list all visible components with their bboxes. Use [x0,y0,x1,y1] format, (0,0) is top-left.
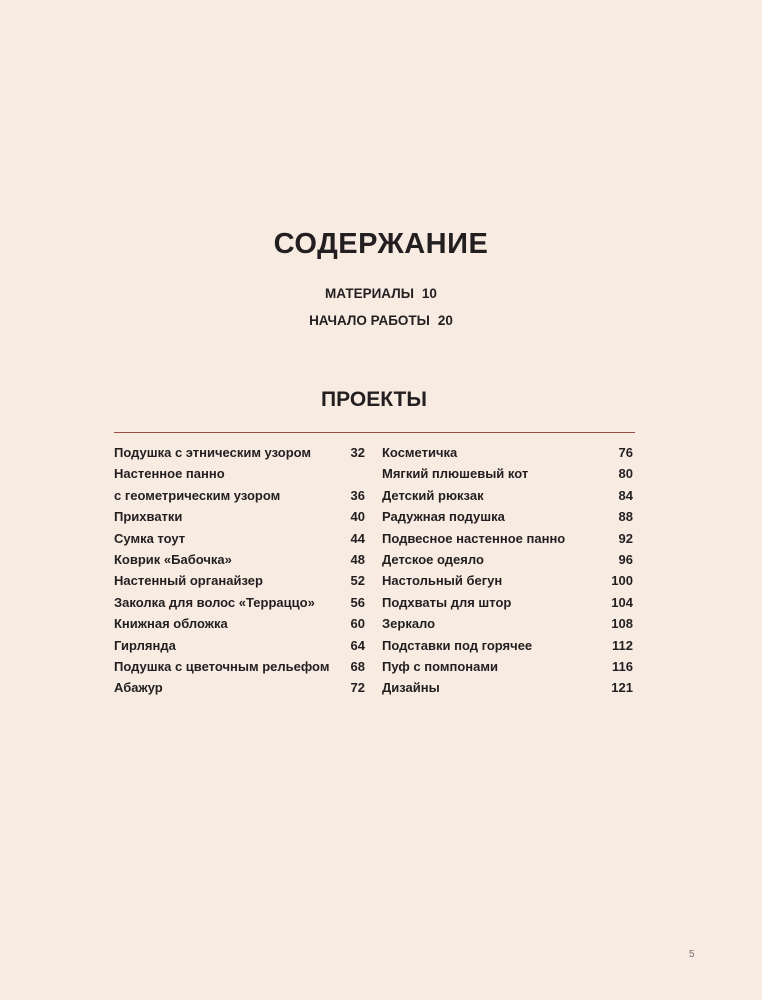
toc-row[interactable] [114,570,365,591]
page-number: 5 [689,949,695,960]
toc-row-page: 100 [611,573,633,589]
toc-row-page: 32 [350,445,365,460]
toc-row[interactable] [114,656,365,677]
toc-row-label: Книжная обложка [114,616,228,632]
toc-row[interactable] [114,463,365,484]
toc-row-label: Коврик «Бабочка» [114,551,232,567]
toc-row[interactable] [382,570,633,591]
toc-row-label: Детское одеяло [382,551,484,567]
toc-row-page: 60 [350,616,365,632]
toc-row[interactable] [382,656,633,677]
toc-row[interactable] [114,592,365,613]
toc-row[interactable] [382,528,633,549]
section-divider [114,432,635,433]
toc-row-label: Заколка для волос «Терраццо» [114,594,315,610]
toc-row-label: Сумка тоут [114,530,186,546]
toc-row-page: 121 [611,680,633,696]
toc-row-label: Подвесное настенное панно [382,530,566,546]
toc-column-right [382,442,633,699]
toc-row-label: Детский рюкзак [382,487,484,503]
toc-entry-page: 10 [421,286,437,301]
toc-row-label: Дизайны [382,680,440,696]
toc-row[interactable] [382,592,633,613]
toc-row-label: Подставки под горячее [382,637,533,653]
section-title-projects: ПРОЕКТЫ [321,388,427,411]
toc-row-label: Гирлянда [114,637,176,653]
toc-row-label: Подхваты для штор [382,594,512,610]
toc-row[interactable] [114,506,365,527]
toc-row[interactable] [114,528,365,549]
toc-row-page: 48 [350,551,365,567]
toc-entry-label: НАЧАЛО РАБОТЫ [309,313,430,328]
toc-row-label: Мягкий плюшевый кот [382,466,529,482]
toc-row-page: 116 [612,658,633,674]
toc-row-page: 92 [618,530,633,546]
toc-row-page: 64 [350,637,365,653]
toc-row-label: Прихватки [114,509,183,525]
toc-row[interactable] [382,463,633,484]
toc-row-label: Абажур [114,680,163,696]
toc-row[interactable] [114,677,365,698]
toc-row[interactable] [382,549,633,570]
toc-entry-materials[interactable] [0,286,762,301]
toc-entry-label: МАТЕРИАЛЫ [325,286,414,301]
toc-row[interactable] [382,485,633,506]
toc-row-label: Подушка с этническим узором [114,445,312,460]
toc-entry-getting-started[interactable] [0,313,762,328]
toc-row-page: 88 [618,509,633,525]
toc-row[interactable] [382,613,633,634]
toc-row-label: с геометрическим узором [114,487,281,503]
toc-row-label: Настенное панно [114,466,225,482]
toc-row[interactable] [114,635,365,656]
toc-row-page: 40 [350,509,365,525]
toc-row-page: 36 [350,487,365,503]
toc-row-page: 80 [618,466,633,482]
toc-row-page: 84 [618,487,633,503]
toc-row-label: Настенный органайзер [114,573,263,589]
toc-column-left [114,442,365,699]
toc-row-page: 108 [611,616,633,632]
toc-row[interactable] [382,442,633,463]
toc-row[interactable] [114,485,365,506]
toc-row[interactable] [382,506,633,527]
toc-row-page: 96 [618,551,633,567]
page-title: СОДЕРЖАНИЕ [273,228,489,260]
toc-row[interactable] [114,549,365,570]
toc-row-label: Настольный бегун [382,573,503,589]
toc-row[interactable] [114,613,365,634]
toc-row-page: 104 [611,594,633,610]
toc-row-page: 76 [618,445,633,460]
toc-row-page: 56 [350,594,365,610]
toc-row-label: Радужная подушка [382,509,505,525]
toc-row-page: 72 [350,680,365,696]
toc-row-label: Пуф с помпонами [382,658,498,674]
toc-row-page: 44 [350,530,365,546]
toc-row[interactable] [382,677,633,698]
toc-row[interactable] [114,442,365,463]
toc-row-label: Подушка с цветочным рельефом [114,658,330,674]
toc-row-label: Косметичка [382,445,458,460]
toc-row-page: 52 [350,573,365,589]
toc-row-page: 68 [350,658,365,674]
toc-row[interactable] [382,635,633,656]
toc-row-label: Зеркало [382,616,436,632]
toc-row-page: 112 [612,637,633,653]
toc-entry-page: 20 [437,313,453,328]
